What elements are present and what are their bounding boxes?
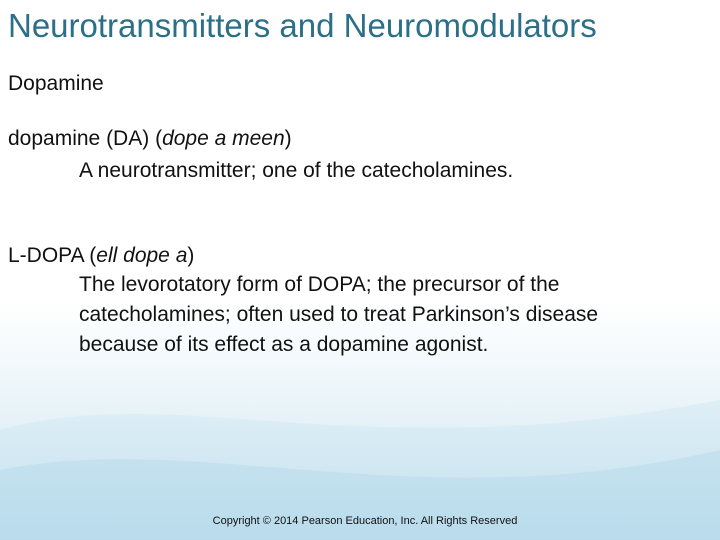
term-label: dopamine (DA) — [8, 127, 150, 150]
definition-line: The levorotatory form of DOPA; the precursor of the — [79, 273, 560, 296]
pronunciation-close: ) — [284, 127, 292, 150]
pronunciation-open: ( — [149, 127, 163, 150]
term-label: L-DOPA — [8, 244, 84, 267]
pronunciation: dope a meen — [162, 127, 285, 150]
slide-title: Neurotransmitters and Neuromodulators — [8, 7, 597, 44]
pronunciation-open: ( — [83, 244, 97, 267]
glossary-term-l-dopa — [8, 241, 194, 271]
definition-line: because of its effect as a dopamine agonist. — [79, 333, 489, 356]
definition-line: A neurotransmitter; one of the catecholamines. — [79, 159, 514, 182]
pronunciation: ell dope a — [96, 244, 188, 267]
definition-line: catecholamines; often used to treat Parkinson’s disease — [79, 303, 599, 326]
glossary-term-dopamine — [8, 124, 292, 154]
copyright-footer: Copyright © 2014 Pearson Education, Inc. All Rights Reserved — [212, 515, 518, 527]
section-heading: Dopamine — [8, 72, 104, 95]
pronunciation-close: ) — [187, 244, 195, 267]
